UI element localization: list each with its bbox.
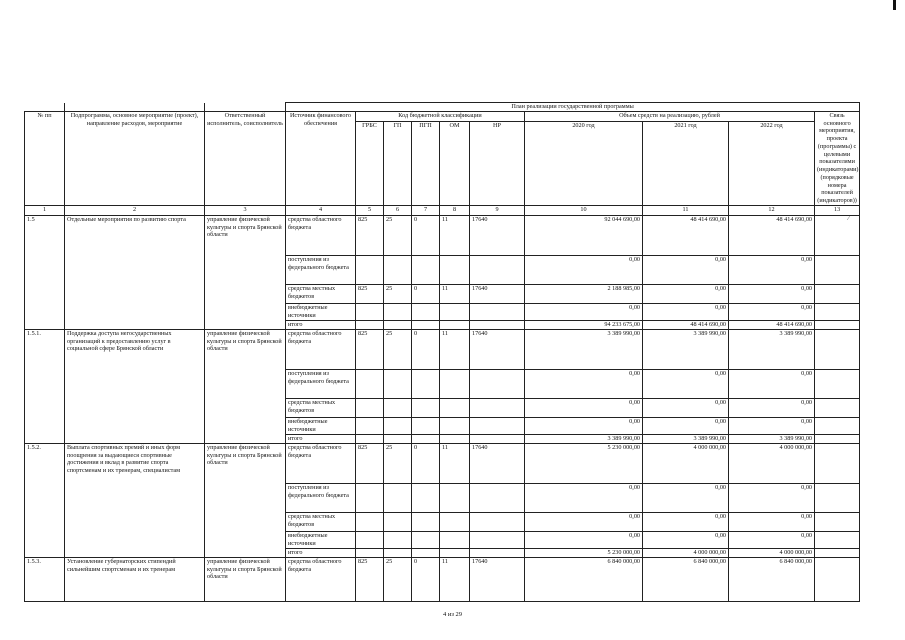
amount-2021: 0,00 bbox=[643, 417, 729, 434]
code-np bbox=[470, 303, 525, 320]
indicator-link bbox=[815, 369, 860, 398]
amount-2022: 48 414 690,00 bbox=[729, 215, 815, 255]
code-pgp: 0 bbox=[412, 284, 440, 303]
amount-2020: 2 188 985,00 bbox=[525, 284, 643, 303]
amount-2022: 48 414 690,00 bbox=[729, 320, 815, 329]
code-np: 17640 bbox=[470, 215, 525, 255]
amount-2022: 0,00 bbox=[729, 284, 815, 303]
item-number: 1.5 bbox=[25, 215, 65, 329]
col-header-grbs: ГРБС bbox=[356, 121, 384, 205]
col-header-2020: 2020 год bbox=[525, 121, 643, 205]
code-grbs: 825 bbox=[356, 443, 384, 483]
code-grbs bbox=[356, 417, 384, 434]
amount-2020: 5 230 000,00 bbox=[525, 443, 643, 483]
code-np bbox=[470, 320, 525, 329]
amount-2021: 0,00 bbox=[643, 512, 729, 531]
code-pgp bbox=[412, 303, 440, 320]
indicator-link bbox=[815, 303, 860, 320]
col-number: 11 bbox=[643, 205, 729, 215]
code-om: 11 bbox=[440, 443, 470, 483]
col-header-2022: 2022 год bbox=[729, 121, 815, 205]
funding-source: внебюджетные источники bbox=[286, 417, 356, 434]
amount-2022: 3 389 990,00 bbox=[729, 434, 815, 443]
code-gp bbox=[384, 483, 412, 512]
item-number: 1.5.1. bbox=[25, 329, 65, 443]
code-grbs bbox=[356, 531, 384, 548]
indicator-link bbox=[815, 255, 860, 284]
code-pgp bbox=[412, 417, 440, 434]
indicator-link bbox=[815, 443, 860, 483]
code-gp bbox=[384, 417, 412, 434]
code-pgp: 0 bbox=[412, 443, 440, 483]
code-om bbox=[440, 512, 470, 531]
amount-2020: 0,00 bbox=[525, 417, 643, 434]
col-header-link: Связь основного мероприятия, проекта (программы) с целевыми показателями (индикаторами) (порядковые номера показателей (индикаторов)) bbox=[815, 111, 860, 205]
col-header-no: № пп bbox=[25, 111, 65, 205]
col-number: 12 bbox=[729, 205, 815, 215]
indicator-link bbox=[815, 512, 860, 531]
code-gp bbox=[384, 303, 412, 320]
indicator-link bbox=[815, 548, 860, 557]
funding-source: средства областного бюджета bbox=[286, 557, 356, 601]
col-number: 4 bbox=[286, 205, 356, 215]
code-grbs bbox=[356, 369, 384, 398]
code-gp bbox=[384, 548, 412, 557]
code-om: 11 bbox=[440, 329, 470, 369]
code-pgp bbox=[412, 483, 440, 512]
code-gp bbox=[384, 255, 412, 284]
indicator-link bbox=[815, 483, 860, 512]
amount-2020: 5 230 000,00 bbox=[525, 548, 643, 557]
code-pgp bbox=[412, 320, 440, 329]
amount-2020: 0,00 bbox=[525, 531, 643, 548]
code-om bbox=[440, 417, 470, 434]
code-om bbox=[440, 320, 470, 329]
amount-2021: 6 840 000,00 bbox=[643, 557, 729, 601]
indicator-link bbox=[815, 434, 860, 443]
code-gp: 25 bbox=[384, 284, 412, 303]
column-number-row bbox=[25, 205, 860, 215]
code-om: 11 bbox=[440, 557, 470, 601]
code-grbs bbox=[356, 434, 384, 443]
col-header-gp: ГП bbox=[384, 121, 412, 205]
amount-2022: 6 840 000,00 bbox=[729, 557, 815, 601]
code-np: 17640 bbox=[470, 284, 525, 303]
amount-2020: 0,00 bbox=[525, 303, 643, 320]
funding-source: средства местных бюджетов bbox=[286, 284, 356, 303]
funding-source: внебюджетные источники bbox=[286, 303, 356, 320]
code-om bbox=[440, 255, 470, 284]
item-responsible: управление физической культуры и спорта Брянской области bbox=[205, 557, 286, 601]
funding-source: средства местных бюджетов bbox=[286, 512, 356, 531]
col-header-volume-group: Объем средств на реализацию, рублей bbox=[525, 111, 815, 121]
amount-2020: 0,00 bbox=[525, 512, 643, 531]
code-gp: 25 bbox=[384, 215, 412, 255]
code-om bbox=[440, 398, 470, 417]
code-pgp bbox=[412, 369, 440, 398]
item-responsible: управление физической культуры и спорта Брянской области bbox=[205, 443, 286, 557]
amount-2021: 0,00 bbox=[643, 369, 729, 398]
item-name: Отдельные мероприятия по развитию спорта bbox=[65, 215, 205, 329]
item-name: Выплата спортивных премий и иных форм поощрения за выдающиеся спортивные достижения и вклад в развитие спорта спортсменам и их тренерам, специалистам bbox=[65, 443, 205, 557]
code-grbs bbox=[356, 512, 384, 531]
amount-2021: 48 414 690,00 bbox=[643, 320, 729, 329]
col-number: 1 bbox=[25, 205, 65, 215]
code-np bbox=[470, 483, 525, 512]
indicator-link bbox=[815, 284, 860, 303]
amount-2022: 0,00 bbox=[729, 398, 815, 417]
code-gp: 25 bbox=[384, 443, 412, 483]
funding-source: средства областного бюджета bbox=[286, 443, 356, 483]
funding-source: средства местных бюджетов bbox=[286, 398, 356, 417]
table-row bbox=[25, 557, 860, 601]
amount-2021: 3 389 990,00 bbox=[643, 434, 729, 443]
amount-2022: 3 389 990,00 bbox=[729, 329, 815, 369]
code-np bbox=[470, 548, 525, 557]
code-pgp bbox=[412, 548, 440, 557]
code-om bbox=[440, 531, 470, 548]
code-grbs: 825 bbox=[356, 557, 384, 601]
indicator-link bbox=[815, 398, 860, 417]
amount-2021: 0,00 bbox=[643, 284, 729, 303]
col-number: 13 bbox=[815, 205, 860, 215]
indicator-link bbox=[815, 417, 860, 434]
amount-2022: 0,00 bbox=[729, 531, 815, 548]
funding-source: поступления из федерального бюджета bbox=[286, 483, 356, 512]
code-np: 17640 bbox=[470, 557, 525, 601]
item-responsible: управление физической культуры и спорта Брянской области bbox=[205, 215, 286, 329]
amount-2022: 0,00 bbox=[729, 483, 815, 512]
amount-2022: 0,00 bbox=[729, 369, 815, 398]
funding-source: средства областного бюджета bbox=[286, 215, 356, 255]
amount-2020: 94 233 675,00 bbox=[525, 320, 643, 329]
code-pgp: 0 bbox=[412, 329, 440, 369]
page-number: 4 из 29 bbox=[442, 611, 463, 618]
indicator-link bbox=[815, 557, 860, 601]
col-header-responsible: Ответственный исполнитель, соисполнитель bbox=[205, 111, 286, 205]
funding-source: средства областного бюджета bbox=[286, 329, 356, 369]
code-grbs bbox=[356, 398, 384, 417]
col-header-pgp: ПГП bbox=[412, 121, 440, 205]
amount-2022: 4 000 000,00 bbox=[729, 548, 815, 557]
code-om: 11 bbox=[440, 215, 470, 255]
program-plan-table bbox=[24, 102, 860, 602]
code-gp: 25 bbox=[384, 557, 412, 601]
item-name: Установление губернаторских стипендий сильнейшим спортсменам и их тренерам bbox=[65, 557, 205, 601]
col-number: 7 bbox=[412, 205, 440, 215]
code-grbs: 825 bbox=[356, 329, 384, 369]
amount-2021: 0,00 bbox=[643, 398, 729, 417]
col-header-source: Источник финансового обеспечения bbox=[286, 111, 356, 205]
code-om bbox=[440, 483, 470, 512]
code-pgp bbox=[412, 434, 440, 443]
code-np bbox=[470, 398, 525, 417]
col-header-np: НР bbox=[470, 121, 525, 205]
code-pgp bbox=[412, 398, 440, 417]
code-grbs: 825 bbox=[356, 284, 384, 303]
col-number: 2 bbox=[65, 205, 205, 215]
col-number: 3 bbox=[205, 205, 286, 215]
col-header-2021: 2021 год bbox=[643, 121, 729, 205]
amount-2020: 92 044 690,00 bbox=[525, 215, 643, 255]
code-gp bbox=[384, 531, 412, 548]
code-om bbox=[440, 369, 470, 398]
col-number: 10 bbox=[525, 205, 643, 215]
funding-source: поступления из федерального бюджета bbox=[286, 369, 356, 398]
table-row bbox=[25, 329, 860, 369]
code-pgp: 0 bbox=[412, 557, 440, 601]
code-pgp bbox=[412, 512, 440, 531]
table-row bbox=[25, 443, 860, 483]
col-number: 9 bbox=[470, 205, 525, 215]
amount-2021: 0,00 bbox=[643, 255, 729, 284]
amount-2022: 4 000 000,00 bbox=[729, 443, 815, 483]
amount-2021: 48 414 690,00 bbox=[643, 215, 729, 255]
code-np bbox=[470, 369, 525, 398]
code-np: 17640 bbox=[470, 443, 525, 483]
indicator-link bbox=[815, 531, 860, 548]
code-np bbox=[470, 531, 525, 548]
amount-2022: 0,00 bbox=[729, 417, 815, 434]
amount-2020: 0,00 bbox=[525, 255, 643, 284]
code-grbs bbox=[356, 303, 384, 320]
item-number: 1.5.3. bbox=[25, 557, 65, 601]
funding-source: внебюджетные источники bbox=[286, 531, 356, 548]
funding-source: итого bbox=[286, 434, 356, 443]
code-np bbox=[470, 512, 525, 531]
code-np: 17640 bbox=[470, 329, 525, 369]
code-pgp bbox=[412, 531, 440, 548]
col-number: 6 bbox=[384, 205, 412, 215]
funding-source: итого bbox=[286, 320, 356, 329]
amount-2020: 3 389 990,00 bbox=[525, 434, 643, 443]
amount-2021: 4 000 000,00 bbox=[643, 443, 729, 483]
amount-2020: 0,00 bbox=[525, 369, 643, 398]
code-pgp: 0 bbox=[412, 215, 440, 255]
amount-2020: 3 389 990,00 bbox=[525, 329, 643, 369]
indicator-link bbox=[815, 320, 860, 329]
funding-source: итого bbox=[286, 548, 356, 557]
col-number: 5 bbox=[356, 205, 384, 215]
plan-title: План реализации государственной программы bbox=[286, 103, 860, 112]
code-np bbox=[470, 255, 525, 284]
code-grbs: 825 bbox=[356, 215, 384, 255]
item-responsible: управление физической культуры и спорта Брянской области bbox=[205, 329, 286, 443]
code-grbs bbox=[356, 320, 384, 329]
amount-2022: 0,00 bbox=[729, 255, 815, 284]
code-om bbox=[440, 303, 470, 320]
page-edge-mark bbox=[893, 0, 896, 10]
col-header-bk-group: Код бюджетной классификации bbox=[356, 111, 525, 121]
code-gp bbox=[384, 434, 412, 443]
item-number: 1.5.2. bbox=[25, 443, 65, 557]
amount-2020: 0,00 bbox=[525, 483, 643, 512]
code-pgp bbox=[412, 255, 440, 284]
amount-2020: 6 840 000,00 bbox=[525, 557, 643, 601]
code-grbs bbox=[356, 548, 384, 557]
indicator-link bbox=[815, 329, 860, 369]
code-grbs bbox=[356, 255, 384, 284]
funding-source: поступления из федерального бюджета bbox=[286, 255, 356, 284]
amount-2020: 0,00 bbox=[525, 398, 643, 417]
amount-2021: 0,00 bbox=[643, 531, 729, 548]
code-om: 11 bbox=[440, 284, 470, 303]
pen-mark: ⁄ bbox=[848, 216, 850, 222]
col-header-subprogram: Подпрограмма, основное мероприятие (проект), направление расходов, мероприятие bbox=[65, 111, 205, 205]
amount-2021: 0,00 bbox=[643, 483, 729, 512]
code-gp: 25 bbox=[384, 329, 412, 369]
amount-2021: 3 389 990,00 bbox=[643, 329, 729, 369]
code-gp bbox=[384, 512, 412, 531]
amount-2022: 0,00 bbox=[729, 512, 815, 531]
item-name: Поддержка доступа негосударственных организаций к предоставлению услуг в социальной сфере Брянской области bbox=[65, 329, 205, 443]
col-header-om: ОМ bbox=[440, 121, 470, 205]
amount-2021: 0,00 bbox=[643, 303, 729, 320]
code-gp bbox=[384, 320, 412, 329]
table-row bbox=[25, 215, 860, 255]
col-number: 8 bbox=[440, 205, 470, 215]
code-grbs bbox=[356, 483, 384, 512]
code-om bbox=[440, 548, 470, 557]
code-np bbox=[470, 434, 525, 443]
code-om bbox=[440, 434, 470, 443]
amount-2021: 4 000 000,00 bbox=[643, 548, 729, 557]
indicator-link bbox=[815, 215, 860, 255]
code-gp bbox=[384, 369, 412, 398]
amount-2022: 0,00 bbox=[729, 303, 815, 320]
code-gp bbox=[384, 398, 412, 417]
code-np bbox=[470, 417, 525, 434]
